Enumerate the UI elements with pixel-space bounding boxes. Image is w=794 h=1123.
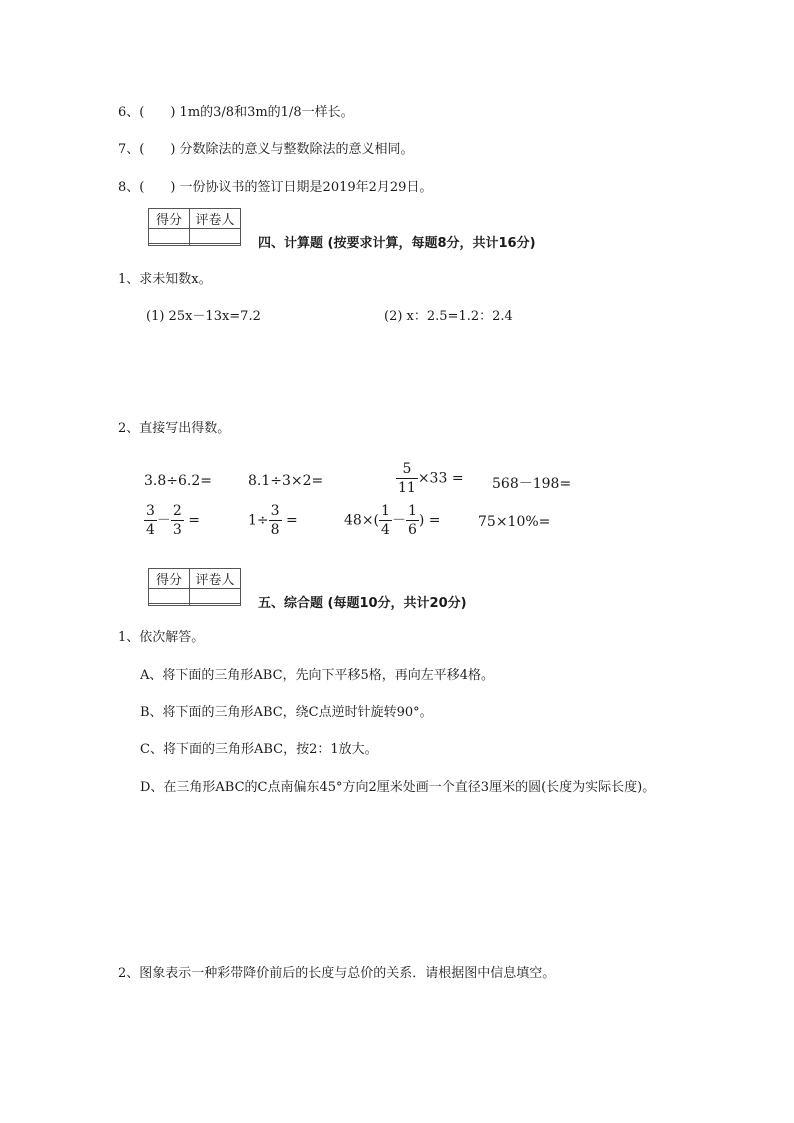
score-table-section5 (148, 568, 241, 606)
score-label: 得分 (149, 209, 190, 229)
question-7: 7、( ) 分数除法的意义与整数除法的意义相同。 (118, 142, 414, 157)
task-c: C、将下面的三角形ABC，按2：1放大。 (140, 742, 378, 757)
question-6: 6、( ) 1m的3/8和3m的1/8一样长。 (118, 105, 354, 120)
section4-title: 四、计算题 (按要求计算，每题8分，共计16分) (258, 236, 536, 251)
fraction-3-8: $\frac{3}{8}$ (270, 503, 280, 538)
section5-q2: 2、图象表示一种彩带降价前后的长度与总价的关系．请根据图中信息填空。 (118, 966, 556, 981)
section5-title: 五、综合题 (每题10分，共计20分) (258, 596, 467, 611)
fraction-3-4: $\frac{3}{4}$ (146, 503, 155, 538)
calc-1d: 568－198= (492, 476, 572, 492)
score-label: 得分 (149, 569, 190, 589)
calc-2b: 1÷ $\frac{3}{8}$ = (248, 503, 298, 538)
fraction-5-11: $\frac{5}{11}$ (398, 461, 416, 496)
calc-1b: 8.1÷3×2= (248, 473, 324, 489)
task-b: B、将下面的三角形ABC，绕C点逆时针旋转90°。 (140, 705, 433, 720)
section5-q1: 1、依次解答。 (118, 630, 205, 645)
score-table-section4 (148, 208, 241, 246)
section4-q1: 1、求未知数x。 (118, 272, 212, 287)
fraction-1-4: $\frac{1}{4}$ (381, 503, 390, 538)
equation-2: (2) x：2.5=1.2：2.4 (384, 309, 513, 324)
calc-2a: $\frac{3}{4}$ － $\frac{2}{3}$ = (146, 503, 201, 538)
calc-2c: 48×( $\frac{1}{4}$ － $\frac{1}{6}$ ) = (344, 503, 441, 538)
task-a: A、将下面的三角形ABC，先向下平移5格，再向左平移4格。 (140, 668, 495, 683)
fraction-2-3: $\frac{2}{3}$ (172, 503, 182, 538)
section4-q2: 2、直接写出得数。 (118, 421, 231, 436)
calc-2d: 75×10%= (478, 514, 551, 530)
question-8: 8、( ) 一份协议书的签订日期是2019年2月29日。 (118, 180, 433, 195)
divider (148, 243, 240, 244)
calc-1c: $\frac{5}{11}$ ×33 = (398, 461, 464, 496)
fraction-1-6: $\frac{1}{6}$ (407, 503, 417, 538)
equation-1: (1) 25x－13x=7.2 (146, 309, 261, 324)
task-d: D、在三角形ABC的C点南偏东45°方向2厘米处画一个直径3厘米的圆(长度为实际长度)。 (140, 780, 656, 795)
calc-1a: 3.8÷6.2= (144, 473, 212, 489)
divider (148, 603, 240, 604)
grader-label: 评卷人 (190, 569, 241, 589)
grader-label: 评卷人 (190, 209, 241, 229)
